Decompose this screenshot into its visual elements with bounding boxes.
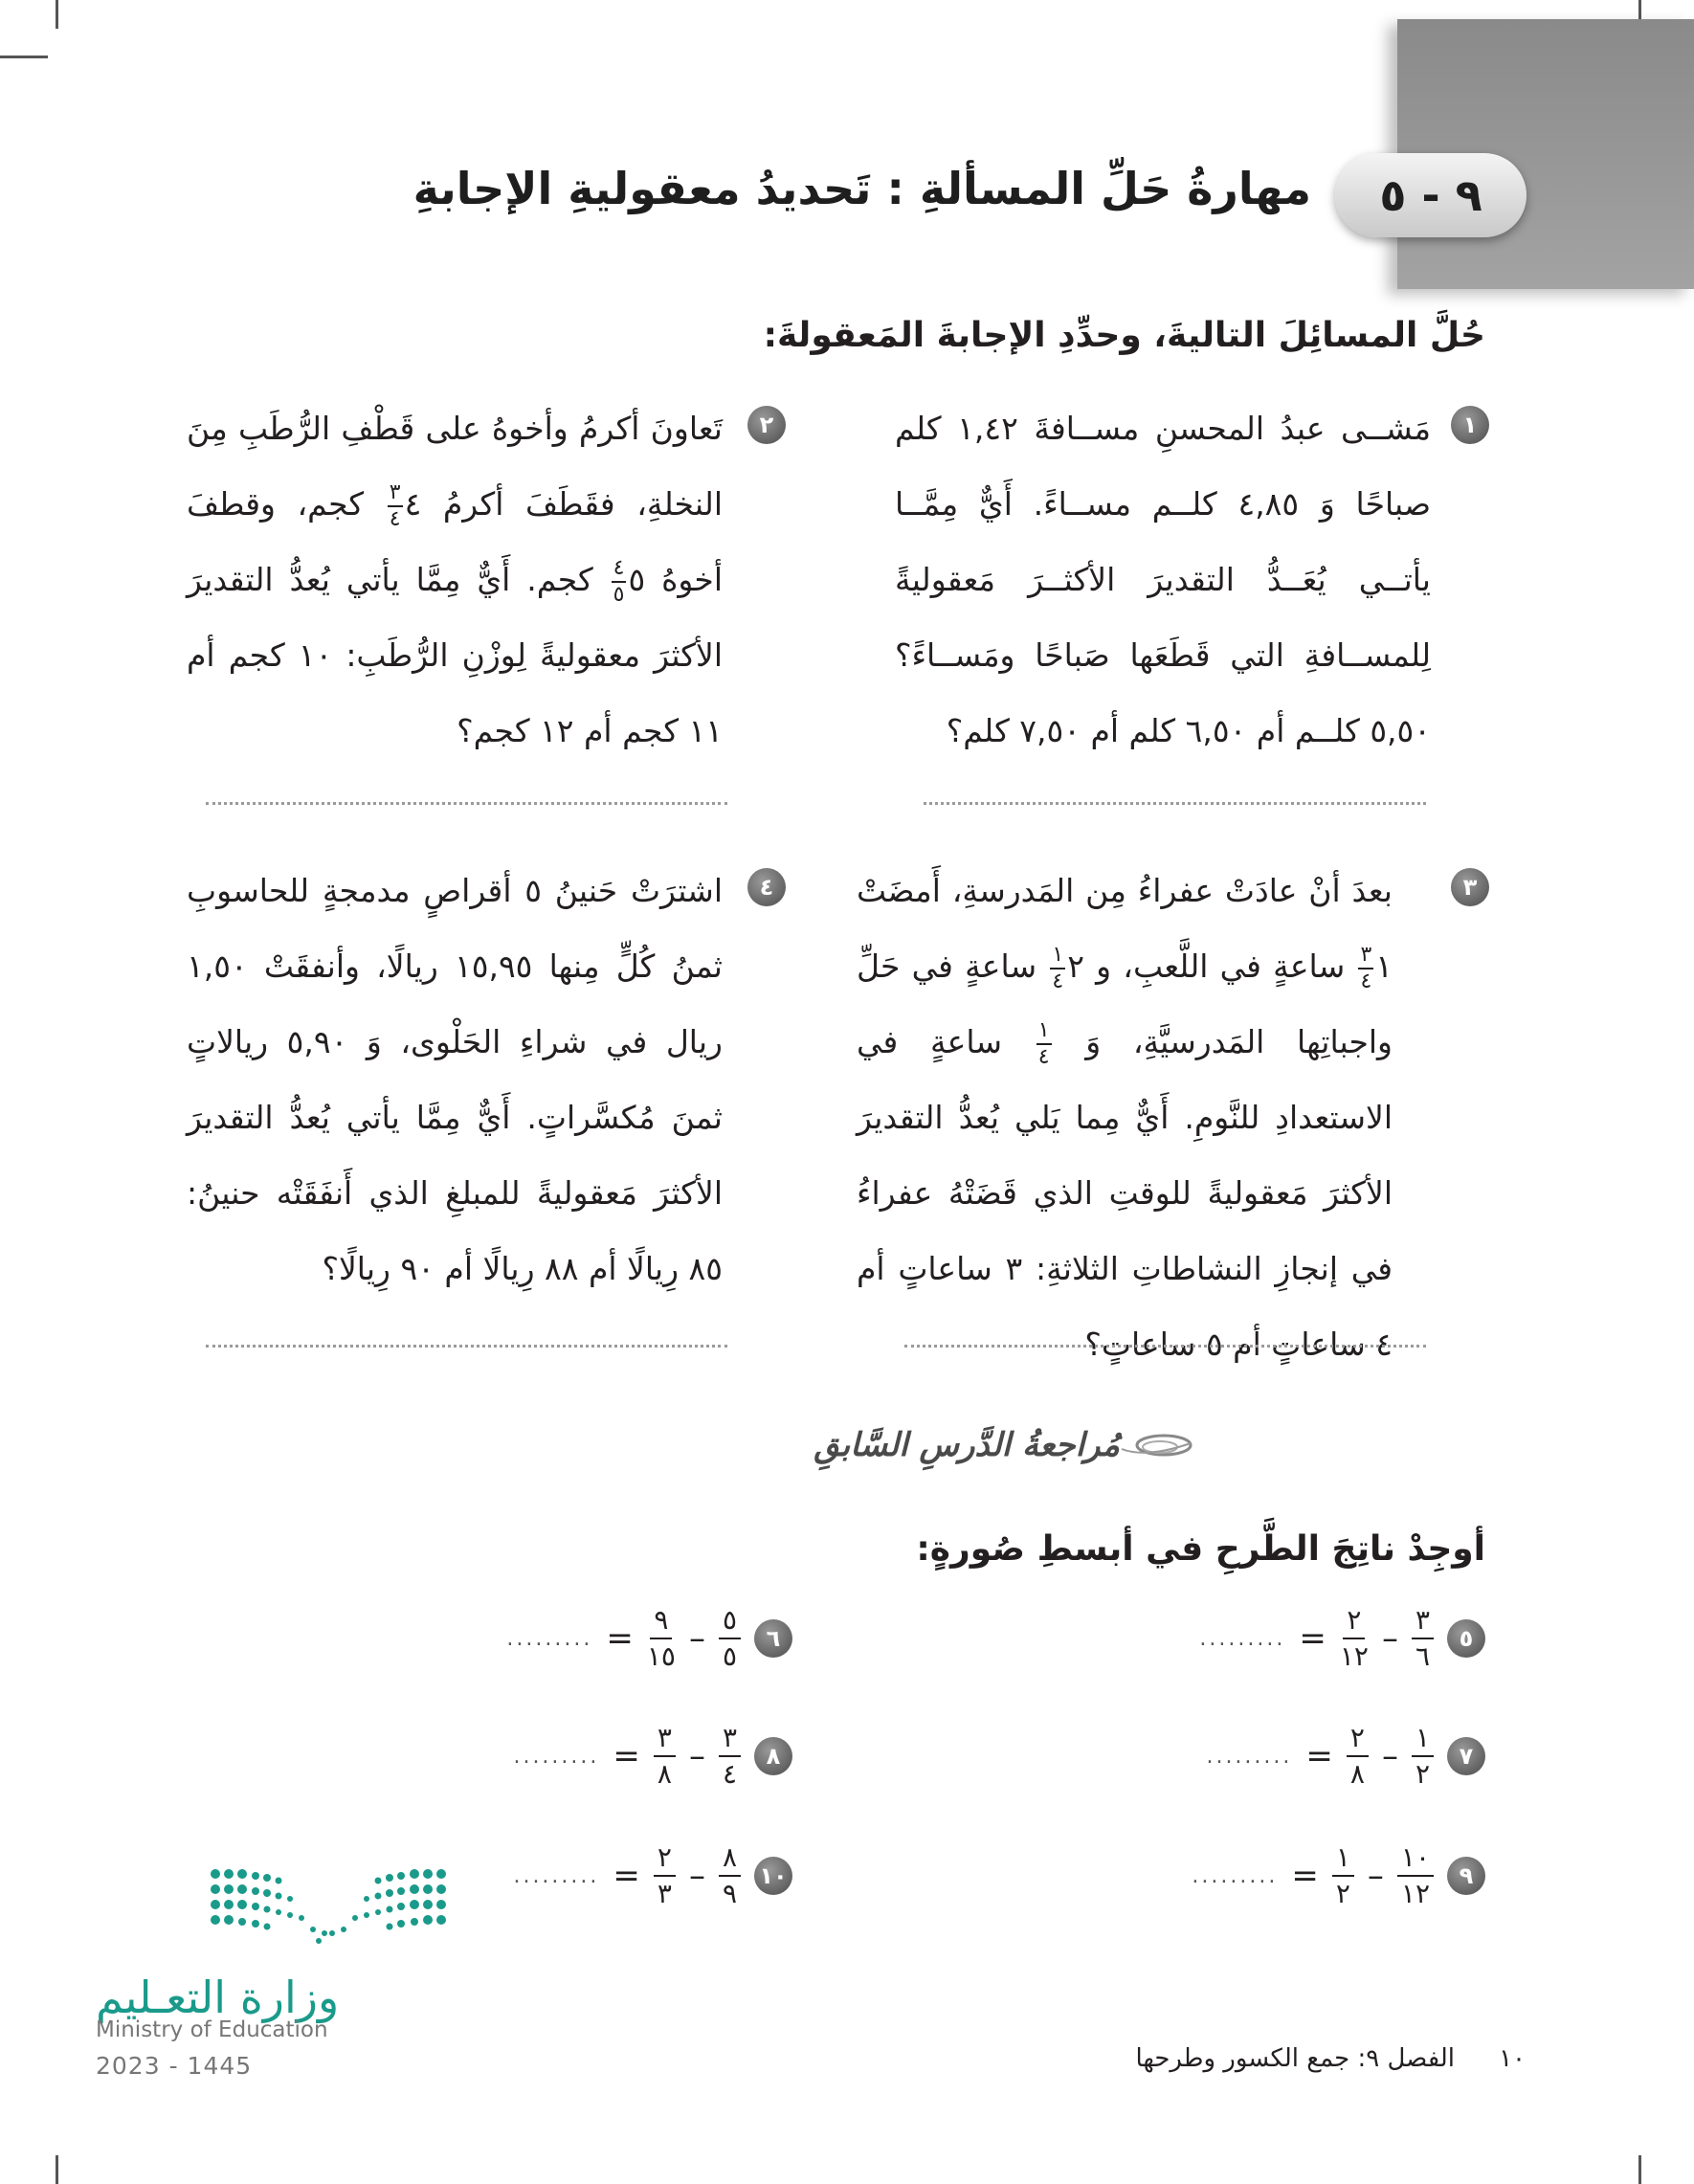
equals-sign: = [1299, 1619, 1326, 1658]
edition-year: 2023 - 1445 [96, 2052, 253, 2080]
lesson-number: ٩ - ٥ [1379, 169, 1482, 221]
fraction: $\frac{١}{٢}$ [1412, 1725, 1434, 1788]
answer-line [904, 1345, 1426, 1348]
problem-number-badge: ٢ [747, 406, 786, 444]
problem-4-text: اشترَتْ حَنينُ ٥ أقراصٍ مدمجةٍ للحاسوبِ ثمنُ كُلٍّ مِنها ١٥,٩٥ ريالًا، وأنفقَتْ ١,٥٠ ريال في شراءِ الحَلْوى، وَ ٥,٩٠ ريالاتٍ ثمنَ مُكسَّراتٍ. أَيٌّ مِمَّا يأتي يُعدُّ التقديرَ الأكثرَ مَعقوليةً للمبلغِ الذي أَنفَقَتْه حنينُ: ٨٥ رِيالًا أم ٨٨ رِيالًا أم ٩٠ رِيالًا؟ [187, 872, 723, 1287]
page-title: مهارةُ حَلِّ المسألةِ : تَحديدُ معقوليةِ الإجابةِ [412, 163, 1311, 214]
fraction: $\frac{٣}{٦}$ [1412, 1607, 1434, 1670]
ministry-name-english: Ministry of Education [96, 2017, 328, 2042]
problem-2-text: تَعاونَ أكرمُ وأخوهُ على قَطْفِ الرُّطَبِ مِنَ النخلةِ، فقَطَفَ أكرمُ ٤ $\frac{٣}{٤}$ كجم، وقطفَ أخوهُ ٥ $\frac{٤}{٥}$ كجم. أَيٌّ مِمَّا يأتي يُعدُّ التقديرَ الأكثرَ معقوليةً لِوزْنِ الرُّطَبِ: ١٠ كجم أم ١١ كجم أم ١٢ كجم؟ [187, 410, 724, 749]
crop-mark [56, 2155, 58, 2184]
fraction: $\frac{٥}{٥}$ [719, 1607, 741, 1670]
minus-sign: – [688, 1857, 705, 1895]
fraction: $\frac{١٠}{١٢}$ [1397, 1844, 1434, 1907]
problem-number-badge: ٤ [747, 868, 786, 906]
answer-blank[interactable]: ......... [513, 1744, 600, 1769]
exercise-8 [513, 1718, 792, 1794]
answer-blank[interactable]: ......... [1199, 1626, 1286, 1651]
answer-blank[interactable]: ......... [1206, 1744, 1293, 1769]
answer-blank[interactable]: ......... [506, 1626, 593, 1651]
crop-mark [1638, 2155, 1641, 2184]
fraction: $\frac{٣}{٤}$ [719, 1725, 741, 1788]
instructions: حُلَّ المسائِلَ التاليةَ، وحدِّدِ الإجابةَ المَعقولةَ: [763, 316, 1485, 355]
fraction: $\frac{٢}{١٢}$ [1339, 1604, 1369, 1672]
fraction: $\frac{٨}{٩}$ [719, 1844, 741, 1907]
answer-line [206, 1345, 727, 1348]
fraction: $\frac{١}{٤}$ [1037, 1017, 1050, 1069]
answer-line [924, 802, 1426, 805]
exercise-10 [513, 1838, 792, 1914]
equals-sign: = [1291, 1857, 1319, 1895]
minus-sign: – [1381, 1737, 1398, 1775]
minus-sign: – [688, 1619, 705, 1658]
exercise-9 [1192, 1838, 1485, 1914]
crop-mark [56, 0, 58, 29]
problem-3-text: بعدَ أنْ عادَتْ عفراءُ مِن المَدرسةِ، أَمضَتْ ١ $\frac{٣}{٤}$ ساعةٍ في اللَّعبِ، و ٢ $\frac{١}{٤}$ ساعةٍ في حَلِّ واجباتِها المَدرسيَّةِ، وَ $\frac{١}{٤}$ ساعةٍ في الاستعدادِ للنَّومِ. أَيٌّ مِما يَلي يُعدُّ التقديرَ الأكثرَ مَعقوليةً للوقتِ الذي قَضَتْهُ عفراءُ في إنجازِ النشاطاتِ الثلاثةِ: ٣ ساعاتٍ أم ٤ ساعاتٍ أم ٥ ساعاتٍ؟ [857, 872, 1393, 1363]
minus-sign: – [688, 1737, 705, 1775]
review-heading: مُراجعةُ الدَّرسِ السَّابقِ [814, 1426, 1120, 1464]
fraction: $\frac{١}{٤}$ [1052, 942, 1064, 993]
chapter-footer: الفصل ٩: جمع الكسور وطرحها [1135, 2044, 1455, 2073]
exercise-number-badge: ٥ [1447, 1619, 1485, 1658]
ministry-name-arabic: وزارة التعـليم [96, 1972, 340, 2023]
equals-sign: = [606, 1619, 634, 1658]
minus-sign: – [1367, 1857, 1384, 1895]
problem-number-badge: ٣ [1451, 868, 1489, 906]
answer-line [206, 802, 727, 805]
problem-number-badge: ١ [1451, 406, 1489, 444]
answer-blank[interactable]: ......... [513, 1863, 600, 1888]
exercise-number-badge: ٦ [754, 1619, 792, 1658]
exercise-number-badge: ١٠ [754, 1857, 792, 1895]
answer-blank[interactable]: ......... [1192, 1863, 1279, 1888]
equals-sign: = [613, 1857, 640, 1895]
problem-1-text: مَشــى عبدُ المحسنِ مســافةَ ١,٤٢ كلم صباحًا وَ ٤,٨٥ كلــم مســاءً. أَيٌّ مِمَّــا يأتــي يُعَــدُّ التقديرَ الأكثــرَ مَعقوليةً لِلمســافةِ التي قَطَعَها صَباحًا ومَســاءً؟ ٥,٥٠ كلــم أم ٦,٥٠ كلم أم ٧,٥٠ كلم؟ [895, 410, 1431, 749]
crop-mark [0, 56, 48, 58]
fraction: $\frac{٩}{١٥}$ [646, 1604, 676, 1672]
exercise-number-badge: ٩ [1447, 1857, 1485, 1895]
equals-sign: = [613, 1737, 640, 1775]
page-number: ١٠ [1499, 2044, 1526, 2073]
exercise-5 [1199, 1600, 1485, 1677]
review-instruction: أوجِدْ ناتِجَ الطَّرحِ في أبسطِ صُورةٍ: [916, 1529, 1485, 1569]
fraction: $\frac{٤}{٥}$ [613, 555, 625, 607]
ministry-logo-icon [206, 1864, 451, 1945]
equals-sign: = [1305, 1737, 1333, 1775]
exercise-number-badge: ٧ [1447, 1737, 1485, 1775]
fraction: $\frac{٣}{٤}$ [1360, 942, 1372, 993]
fraction: $\frac{٣}{٤}$ [389, 479, 401, 531]
minus-sign: – [1381, 1619, 1398, 1658]
fraction: $\frac{٣}{٨}$ [654, 1725, 676, 1788]
lesson-number-badge [1335, 153, 1527, 237]
fraction: $\frac{٢}{٣}$ [654, 1844, 676, 1907]
exercise-6 [506, 1600, 792, 1677]
fraction: $\frac{٢}{٨}$ [1347, 1725, 1369, 1788]
exercise-number-badge: ٨ [754, 1737, 792, 1775]
swirl-icon [1118, 1426, 1194, 1468]
fraction: $\frac{١}{٢}$ [1332, 1844, 1354, 1907]
exercise-7 [1206, 1718, 1485, 1794]
